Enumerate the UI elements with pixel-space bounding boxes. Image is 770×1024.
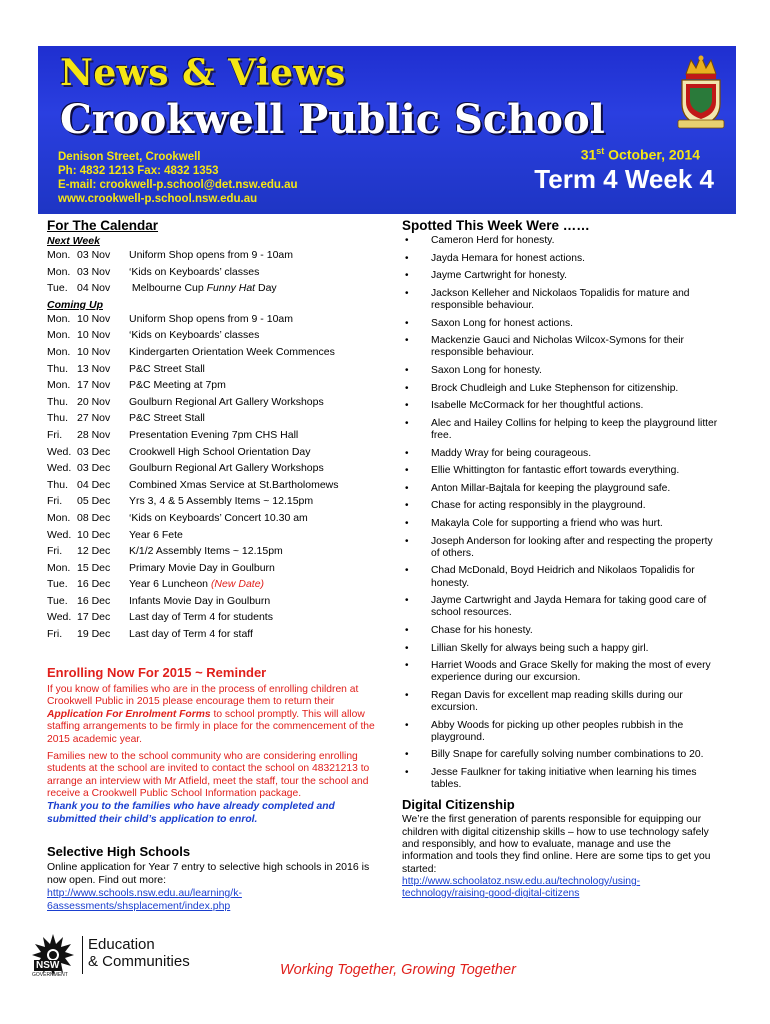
calendar-event: ‘Kids on Keyboards’ classes [129,265,260,278]
calendar-event: Goulburn Regional Art Gallery Workshops [129,395,324,408]
list-item: • Regan Davis for excellent map reading skills during our excursion. [402,690,722,714]
school-email[interactable]: E-mail: crookwell-p.school@det.nsw.edu.au [58,179,298,191]
calendar-event: ‘Kids on Keyboards’ classes [129,329,260,342]
digital-text: We’re the first generation of parents responsible for equipping our children with digital citizenship skills – how to use technology safely and responsibly, and how to evaluate, manage and use the information and tools they find online. Here are some tips to get you started: [402,814,711,875]
list-item: • Alec and Hailey Collins for helping to keep the playground litter free. [402,418,722,442]
school-website[interactable]: www.crookwell-p.school.nsw.edu.au [58,193,258,205]
list-item: • Lillian Skelly for always being such a happy girl. [402,643,722,655]
calendar-row [47,560,377,577]
calendar-day: Mon. [47,345,71,358]
calendar-event: K/1/2 Assembly Items ~ 12.15pm [129,545,283,558]
footer-tagline: Working Together, Growing Together [280,962,516,978]
calendar-day: Thu. [47,478,69,491]
calendar-date: 17 Dec [77,611,111,624]
enrolling-thanks: Thank you to the families who have already completed and submitted their child’s application to enrol. [47,801,335,825]
calendar-event: P&C Street Stall [129,412,205,425]
calendar-date: 16 Dec [77,578,111,591]
school-address: Denison Street, Crookwell [58,151,201,163]
calendar-date: 28 Nov [77,428,111,441]
calendar-row [47,493,377,510]
calendar-event: Goulburn Regional Art Gallery Workshops [129,462,324,475]
calendar-row [47,377,377,394]
enrolling-heading: Enrolling Now For 2015 ~ Reminder [47,664,267,680]
calendar-date: 10 Nov [77,345,111,358]
calendar-day: Fri. [47,495,63,508]
calendar-date: 05 Dec [77,495,111,508]
nsw-government-mark: GOVERNMENT [32,972,68,978]
coming-up-list [47,311,377,643]
calendar-row [47,327,377,344]
calendar-day: Fri. [47,428,63,441]
calendar-row [47,247,377,264]
logo-text: Education & Communities [88,936,190,970]
spotted-heading: Spotted This Week Were …… [402,218,590,233]
calendar-day: Mon. [47,379,71,392]
calendar-date: 19 Dec [77,628,111,641]
left-column [47,218,377,912]
calendar-day: Wed. [47,445,72,458]
calendar-row [47,361,377,378]
calendar-date: 04 Dec [77,478,111,491]
calendar-event: Melbourne Cup Funny Hat Day [129,282,277,295]
spotted-list [402,235,722,791]
calendar-day: Tue. [47,578,68,591]
nsw-mark: NSW [36,960,60,971]
newsletter-title: News & Views [60,52,346,94]
calendar-day: Thu. [47,412,69,425]
list-item: • Chase for acting responsibly in the playground. [402,500,722,512]
calendar-event: Kindergarten Orientation Week Commences [129,345,335,358]
calendar-event: Primary Movie Day in Goulburn [129,561,275,574]
list-item: • Joseph Anderson for looking after and respecting the property of others. [402,536,722,560]
calendar-heading: For The Calendar [47,218,159,233]
calendar-row [47,394,377,411]
enrolling-paragraph-1: If you know of families who are in the process of enrolling children at Crookwell Public in 2015 please encourage them to return their Application For Enrolment Forms to school promptly. This will allow staffing arrangements to be firmly in place for the commencement of the 2015 academic year. [47,683,375,746]
digital-link[interactable]: http://www.schoolatoz.nsw.edu.au/technology/using-technology/raising-good-digital-citizens [402,875,641,900]
calendar-day: Fri. [47,628,63,641]
calendar-event: Infants Movie Day in Goulburn [129,594,271,607]
calendar-event: Presentation Evening 7pm CHS Hall [129,428,299,441]
selective-heading: Selective High Schools [47,844,191,860]
calendar-row [47,543,377,560]
calendar-event: Yrs 3, 4 & 5 Assembly Items ~ 12.15pm [129,495,314,508]
calendar-date: 08 Dec [77,511,111,524]
calendar-note: (New Date) [210,578,265,591]
calendar-date: 03 Nov [77,265,111,278]
calendar-day: Thu. [47,395,69,408]
calendar-event: Year 6 Luncheon (New Date) [129,578,265,591]
calendar-date: 16 Dec [77,594,111,607]
calendar-row [47,427,377,444]
calendar-day: Wed. [47,462,72,475]
calendar-event: Year 6 Fete [129,528,183,541]
school-contact [58,150,298,206]
list-item: • Abby Woods for picking up other peoples rubbish in the playground. [402,720,722,744]
calendar-event: Last day of Term 4 for staff [129,628,253,641]
calendar-date: 03 Dec [77,445,111,458]
calendar-event: Uniform Shop opens from 9 - 10am [129,312,293,325]
calendar-date: 03 Nov [77,249,111,261]
calendar-date: 17 Nov [77,379,111,392]
issue-date: 31st October, 2014 [580,146,700,163]
list-item: • Chad McDonald, Boyd Heidrich and Nikolaos Topalidis for honesty. [402,565,722,589]
calendar-day: Mon. [47,312,71,325]
calendar-day: Wed. [47,611,72,624]
list-item: • Ellie Whittington for fantastic effort towards everything. [402,465,722,477]
calendar-date: 20 Nov [77,395,111,408]
calendar-row [47,444,377,461]
calendar-row [47,344,377,361]
calendar-day: Mon. [47,511,71,524]
list-item: • Jayme Cartwright for honesty. [402,270,722,282]
calendar-row [47,609,377,626]
calendar-row [47,510,377,527]
list-item: • Saxon Long for honest actions. [402,318,722,330]
digital-heading: Digital Citizenship [402,797,515,813]
calendar-date: 03 Dec [77,462,111,475]
list-item: • Chase for his honesty. [402,625,722,637]
calendar-day: Wed. [47,528,72,541]
calendar-date: 13 Nov [77,362,111,375]
calendar-row [47,410,377,427]
calendar-date: 04 Nov [77,282,111,295]
calendar-day: Tue. [47,282,68,295]
calendar-row [47,477,377,494]
calendar-row [47,280,377,297]
term-week: Term 4 Week 4 [534,164,714,194]
list-item: • Jayda Hemara for honest actions. [402,253,722,265]
list-item: • Saxon Long for honesty. [402,365,722,377]
calendar-date: 27 Nov [77,412,111,425]
calendar-event: P&C Street Stall [129,362,205,375]
calendar-day: Mon. [47,561,71,574]
school-crest-icon [676,54,726,132]
calendar-row [47,264,377,281]
list-item: • Cameron Herd for honesty. [402,235,722,247]
coming-up-label: Coming Up [47,298,103,311]
next-week-label: Next Week [47,235,100,247]
school-phone: Ph: 4832 1213 Fax: 4832 1353 [58,165,219,177]
calendar-day: Tue. [47,594,68,607]
calendar-event: Combined Xmas Service at St.Bartholomews [129,478,339,491]
list-item: • Anton Millar-Bajtala for keeping the playground safe. [402,483,722,495]
logo-divider [82,936,83,974]
calendar-event: ‘Kids on Keyboards’ Concert 10.30 am [129,511,308,524]
calendar-day: Thu. [47,362,69,375]
school-name: Crookwell Public School [60,96,605,143]
calendar-day: Mon. [47,329,71,342]
selective-link[interactable]: http://www.schools.nsw.edu.au/learning/k-6assessments/shsplacement/index.php [47,886,242,912]
calendar-day: Mon. [47,265,71,278]
calendar-day: Fri. [47,545,63,558]
list-item: • Maddy Wray for being courageous. [402,448,722,460]
list-item: • Harriet Woods and Grace Skelly for making the most of every experience during our excursion. [402,660,722,684]
calendar-row [47,626,377,643]
calendar-date: 10 Dec [77,528,111,541]
enrolling-paragraph-2: Families new to the school community who are considering enrolling students at the school are invited to contact the school on 48321213 to arrange an interview with Mr Atfield, meet the staff, tour the school and receive a Crookwell Public School Information package. [47,750,370,800]
list-item: • Jesse Faulkner for taking initiative when learning his times tables. [402,767,722,791]
newsletter-banner [38,46,736,214]
calendar-row [47,311,377,328]
calendar-date: 12 Dec [77,545,111,558]
calendar-row [47,593,377,610]
calendar-event: Uniform Shop opens from 9 - 10am [129,249,293,261]
right-column [402,218,722,901]
calendar-day: Mon. [47,249,71,261]
calendar-event: Crookwell High School Orientation Day [129,445,311,458]
education-communities-logo [30,932,210,978]
calendar-row [47,460,377,477]
calendar-date: 10 Nov [77,312,111,325]
selective-text: Online application for Year 7 entry to selective high schools in 2016 is now open. Find out more: [47,861,370,886]
list-item: • Brock Chudleigh and Luke Stephenson for citizenship. [402,383,722,395]
list-item: • Mackenzie Gauci and Nicholas Wilcox-Symons for their responsible behaviour. [402,335,722,359]
list-item: • Jayme Cartwright and Jayda Hemara for taking good care of school resources. [402,595,722,619]
calendar-date: 10 Nov [77,329,111,342]
calendar-event: P&C Meeting at 7pm [129,379,226,392]
calendar-row [47,576,377,593]
list-item: • Makayla Cole for supporting a friend who was hurt. [402,518,722,530]
calendar-row [47,527,377,544]
list-item: • Billy Snape for carefully solving number combinations to 20. [402,749,722,761]
calendar-event: Last day of Term 4 for students [129,611,273,624]
list-item: • Isabelle McCormack for her thoughtful actions. [402,400,722,412]
calendar-date: 15 Dec [77,561,111,574]
list-item: • Jackson Kelleher and Nickolaos Topalidis for mature and responsible behaviour. [402,288,722,312]
